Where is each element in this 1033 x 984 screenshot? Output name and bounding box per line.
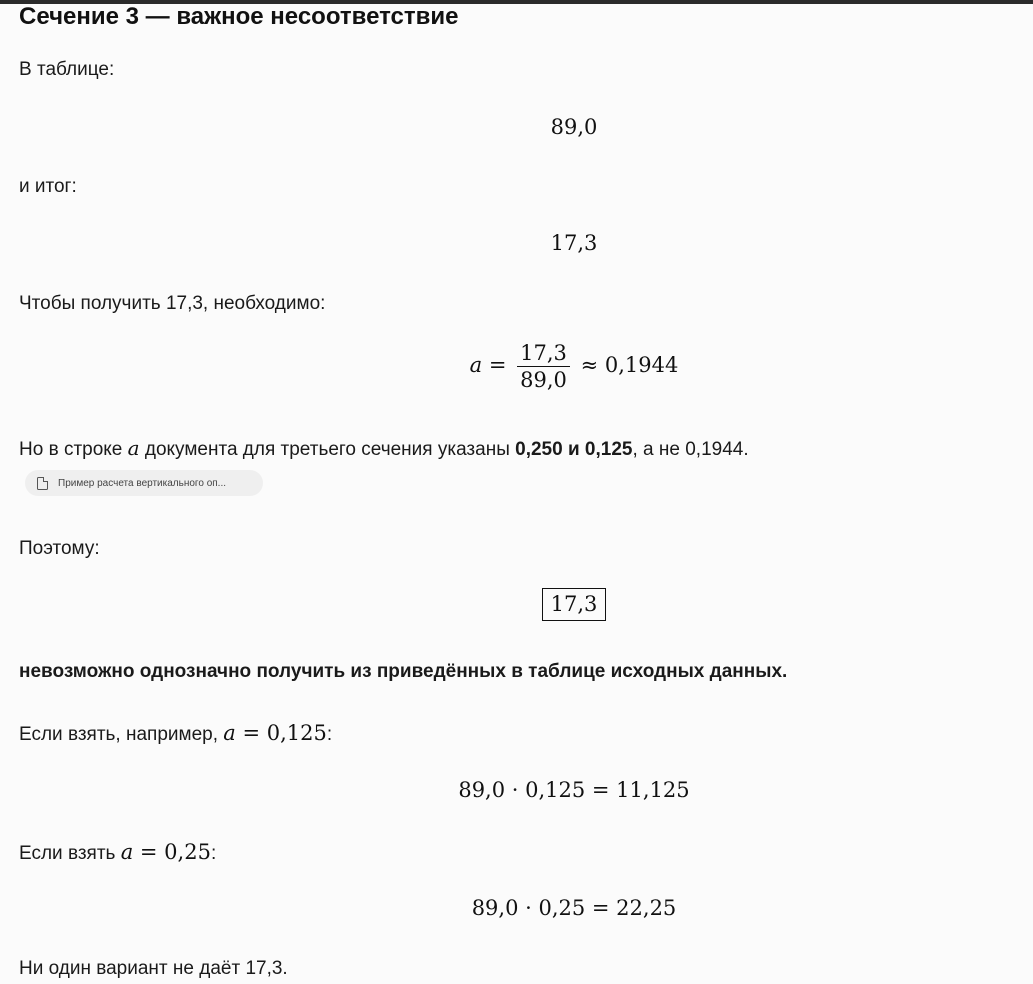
mismatch-text-2: документа для третьего сечения указаны bbox=[139, 439, 516, 460]
paragraph-mismatch bbox=[19, 436, 749, 462]
math-value: = 0,125 bbox=[235, 721, 327, 745]
mismatch-bold-values: 0,250 и 0,125 bbox=[515, 439, 633, 460]
inline-math bbox=[223, 721, 327, 745]
paragraph-final: Ни один вариант не даёт 17,3. bbox=[19, 958, 288, 979]
approx-sign: ≈ bbox=[580, 353, 599, 377]
example-text: Если взять bbox=[19, 843, 121, 864]
fraction bbox=[517, 340, 570, 393]
math-var-a: a bbox=[120, 840, 134, 864]
source-citation-label: Пример расчета вертикального оп... bbox=[58, 477, 227, 489]
paragraph-example-0125 bbox=[19, 721, 332, 747]
equation-table-value: 89,0 bbox=[550, 115, 598, 139]
paragraph-table: В таблице: bbox=[19, 59, 115, 80]
equals-sign: = bbox=[488, 353, 507, 377]
source-citation-chip[interactable] bbox=[25, 470, 263, 496]
mismatch-text-3: , а не 0,1944. bbox=[632, 439, 749, 460]
math-var-a: a bbox=[223, 721, 236, 745]
equation-ratio bbox=[19, 340, 1033, 393]
paragraph-requirement: Чтобы получить 17,3, необходимо: bbox=[19, 293, 326, 314]
math-var-a: a bbox=[127, 436, 140, 460]
equation-boxed bbox=[19, 588, 1033, 621]
paragraph-conclusion-bold: невозможно однозначно получить из приведённых в таблице исходных данных. bbox=[19, 661, 788, 682]
colon: : bbox=[326, 724, 333, 745]
equation-total-value: 17,3 bbox=[550, 231, 598, 255]
fraction-denominator: 89,0 bbox=[520, 368, 567, 392]
boxed-value: 17,3 bbox=[542, 588, 607, 621]
paragraph-therefore: Поэтому: bbox=[19, 538, 100, 559]
example-text: Если взять, например, bbox=[19, 724, 224, 745]
fraction-numerator: 17,3 bbox=[517, 340, 570, 367]
ratio-result: 0,1944 bbox=[604, 353, 679, 377]
math-value: = 0,25 bbox=[133, 840, 211, 864]
paragraph-example-025 bbox=[19, 840, 216, 866]
section-heading: Сечение 3 — важное несоответствие bbox=[19, 3, 459, 30]
math-var-a: a bbox=[469, 353, 483, 377]
paragraph-total: и итог: bbox=[19, 176, 77, 197]
document-icon bbox=[37, 477, 48, 490]
equation-product-025: 89,0 · 0,25 = 22,25 bbox=[471, 896, 677, 920]
inline-math bbox=[121, 840, 211, 864]
equation-product-0125: 89,0 · 0,125 = 11,125 bbox=[458, 778, 690, 802]
mismatch-text-1: Но в строке bbox=[19, 439, 128, 460]
colon: : bbox=[210, 843, 217, 864]
